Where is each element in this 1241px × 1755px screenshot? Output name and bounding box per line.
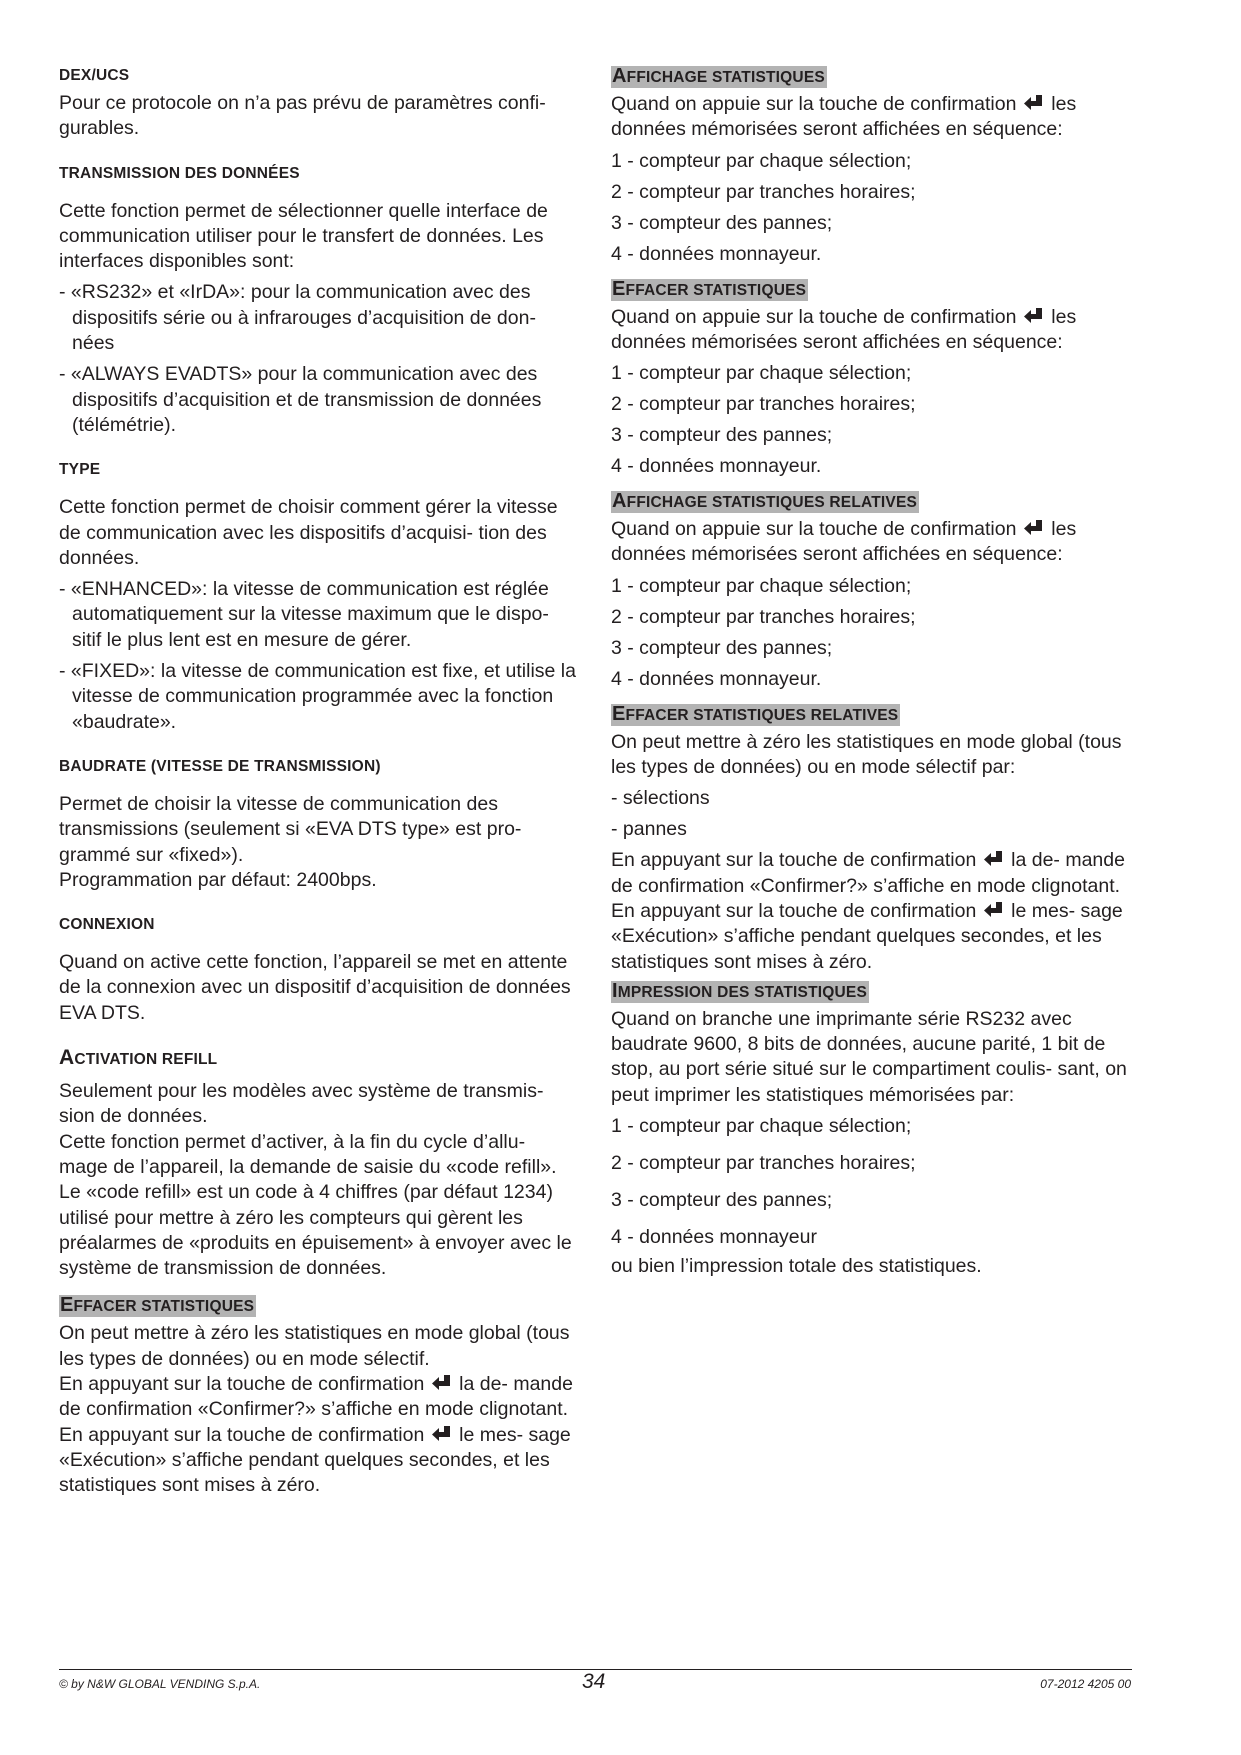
paragraph: Pour ce protocole on n’a pas prévu de paramètres confi- gurables. xyxy=(59,92,546,140)
section-heading-effacer: EFFACER STATISTIQUES xyxy=(612,277,807,300)
text-span: Quand on appuie sur la touche de confirmation xyxy=(611,93,1022,115)
text-span: la de- mande de confirmation «Confirmer?» s’affiche en mode clignotant. xyxy=(611,849,1125,897)
list-item: 1 - compteur par chaque sélection; xyxy=(611,362,912,385)
stats-list xyxy=(611,149,1146,267)
list-item: - sélections xyxy=(611,787,710,810)
paragraph: Quand on active cette fonction, l’appareil se met en attente de la connexion avec un dispositif d’acquisition de données EVA DTS. xyxy=(59,951,571,1024)
paragraph xyxy=(59,1372,579,1423)
section-heading-dex: DEX/UCS xyxy=(59,67,130,84)
paragraph xyxy=(611,92,1146,143)
section-heading-affichage: AFFICHAGE STATISTIQUES xyxy=(612,65,825,87)
section-heading-impression: IMPRESSION DES STATISTIQUES xyxy=(612,979,867,1002)
list-item: - «FIXED»: la vitesse de communication est fixe, et utilise la vitesse de communication programmée avec la fonction «baudrate». xyxy=(59,660,576,733)
paragraph: Programmation par défaut: 2400bps. xyxy=(59,868,377,891)
enter-key-icon xyxy=(983,850,1005,868)
stats-list xyxy=(611,361,1146,479)
section-heading-baudrate: BAUDRATE (VITESSE DE TRANSMISSION) xyxy=(59,757,381,775)
text-span: la de- mande de confirmation «Confirmer?» s’affiche en mode clignotant. xyxy=(59,1372,573,1421)
list-item: 2 - compteur par tranches horaires; xyxy=(611,605,916,628)
list-item: - «RS232» et «IrDA»: pour la communication avec des dispositifs série ou à infrarouges d’acquisition de don- nées xyxy=(59,281,536,355)
paragraph: Cette fonction permet de sélectionner quelle interface de communication utiliser pour le transfert de données. Les interfaces disponibles sont: xyxy=(59,199,548,273)
list-item: 4 - données monnayeur. xyxy=(611,667,822,690)
paragraph xyxy=(611,305,1146,356)
stats-list xyxy=(611,574,1146,692)
text-span: le mes- sage «Exécution» s’affiche pendant quelques secondes, et les statistiques sont mises à zéro. xyxy=(59,1423,571,1497)
paragraph xyxy=(611,899,1146,975)
enter-key-icon xyxy=(1023,94,1045,112)
enter-key-icon xyxy=(1023,519,1045,537)
section-heading-transmission: TRANSMISSION DES DONNÉES xyxy=(59,164,300,182)
list-item: 4 - données monnayeur. xyxy=(611,455,822,478)
paragraph xyxy=(59,1423,579,1499)
list-item: 2 - compteur par tranches horaires; xyxy=(611,180,916,203)
paragraph: Seulement pour les modèles avec système de transmis- sion de données. xyxy=(59,1080,544,1128)
enter-key-icon xyxy=(1023,307,1045,325)
list-item: 3 - compteur des pannes; xyxy=(611,1189,833,1212)
list-item: 1 - compteur par chaque sélection; xyxy=(611,149,912,172)
text-span: les données mémorisées seront affichées en séquence: xyxy=(611,305,1077,353)
enter-key-icon xyxy=(431,1425,453,1443)
paragraph: Cette fonction permet d’activer, à la fin du cycle d’allu- mage de l’appareil, la demande de saisie du «code refill». xyxy=(59,1130,557,1178)
list-item: - pannes xyxy=(611,818,687,841)
text-span: le mes- sage «Exécution» s’affiche pendant quelques secondes, et les statistiques sont mises à zéro. xyxy=(611,899,1123,973)
list-item: 4 - données monnayeur xyxy=(611,1226,817,1249)
list-item: 1 - compteur par chaque sélection; xyxy=(611,574,912,597)
text-span: Quand on appuie sur la touche de confirmation xyxy=(611,518,1022,541)
list-item: 4 - données monnayeur. xyxy=(611,242,822,265)
footer-copyright: © by N&W GLOBAL VENDING S.p.A. xyxy=(59,1677,261,1691)
footer-doc-code: 07-2012 4205 00 xyxy=(1040,1677,1131,1691)
list-item: - «ENHANCED»: la vitesse de communication est réglée automatiquement sur la vitesse maximum que le dispo- sitif le plus lent est en mesure de gérer. xyxy=(59,578,549,651)
list-item: 1 - compteur par chaque sélection; xyxy=(611,1115,912,1138)
text-span: les données mémorisées seront affichées en séquence: xyxy=(611,93,1077,141)
section-heading-type: TYPE xyxy=(59,461,101,479)
text-span: les données mémorisées seront affichées en séquence: xyxy=(611,518,1077,566)
list-item: 3 - compteur des pannes; xyxy=(611,636,833,659)
paragraph xyxy=(611,517,1146,568)
list-item: 2 - compteur par tranches horaires; xyxy=(611,1152,916,1175)
paragraph: ou bien l’impression totale des statistiques. xyxy=(611,1255,982,1278)
section-heading-refill: ACTIVATION REFILL xyxy=(59,1046,218,1070)
page-number: 34 xyxy=(582,1670,606,1693)
text-span: En appuyant sur la touche de confirmation xyxy=(59,1423,430,1446)
list-item: - «ALWAYS EVADTS» pour la communication avec des dispositifs d’acquisition et de transmission de données (télémétrie). xyxy=(59,363,542,436)
left-column xyxy=(59,66,579,1498)
section-heading-affichage-relatives: AFFICHAGE STATISTIQUES RELATIVES xyxy=(612,490,918,513)
section-heading-effacer-relatives: EFFACER STATISTIQUES RELATIVES xyxy=(612,702,899,725)
section-heading-connexion: CONNEXION xyxy=(59,916,155,934)
paragraph: Cette fonction permet de choisir comment gérer la vitesse de communication avec les dispositifs d’acquisi- tion des données. xyxy=(59,496,558,569)
stats-list xyxy=(611,1114,1146,1250)
right-column xyxy=(611,66,1146,1279)
paragraph: Permet de choisir la vitesse de communication des transmissions (seulement si «EVA DTS type» est pro- grammé sur «fixed»). xyxy=(59,792,522,866)
text-span: En appuyant sur la touche de confirmation xyxy=(611,849,982,872)
list-item: 2 - compteur par tranches horaires; xyxy=(611,393,916,416)
paragraph: On peut mettre à zéro les statistiques en mode global (tous les types de données) ou en mode sélectif. xyxy=(59,1322,570,1370)
paragraph: Le «code refill» est un code à 4 chiffres (par défaut 1234) utilisé pour mettre à zéro les compteurs qui gèrent les préalarmes de «produits en épuisement» à envoyer avec le système de transmission de données. xyxy=(59,1181,572,1280)
text-span: Quand on appuie sur la touche de confirmation xyxy=(611,305,1022,328)
enter-key-icon xyxy=(431,1374,453,1392)
section-heading-effacer: EFFACER STATISTIQUES xyxy=(60,1294,255,1317)
text-span: En appuyant sur la touche de confirmation xyxy=(59,1372,430,1395)
paragraph xyxy=(611,848,1146,899)
list-item: 3 - compteur des pannes; xyxy=(611,424,833,447)
paragraph: Quand on branche une imprimante série RS232 avec baudrate 9600, 8 bits de données, aucune parité, 1 bit de stop, au port série situé sur le compartiment coulis- sant, on peut imprimer les statistiques mémorisées par: xyxy=(611,1007,1127,1106)
paragraph: On peut mettre à zéro les statistiques en mode global (tous les types de données) ou en mode sélectif par: xyxy=(611,730,1122,779)
list-item: 3 - compteur des pannes; xyxy=(611,211,833,234)
enter-key-icon xyxy=(983,901,1005,919)
text-span: En appuyant sur la touche de confirmation xyxy=(611,899,982,922)
